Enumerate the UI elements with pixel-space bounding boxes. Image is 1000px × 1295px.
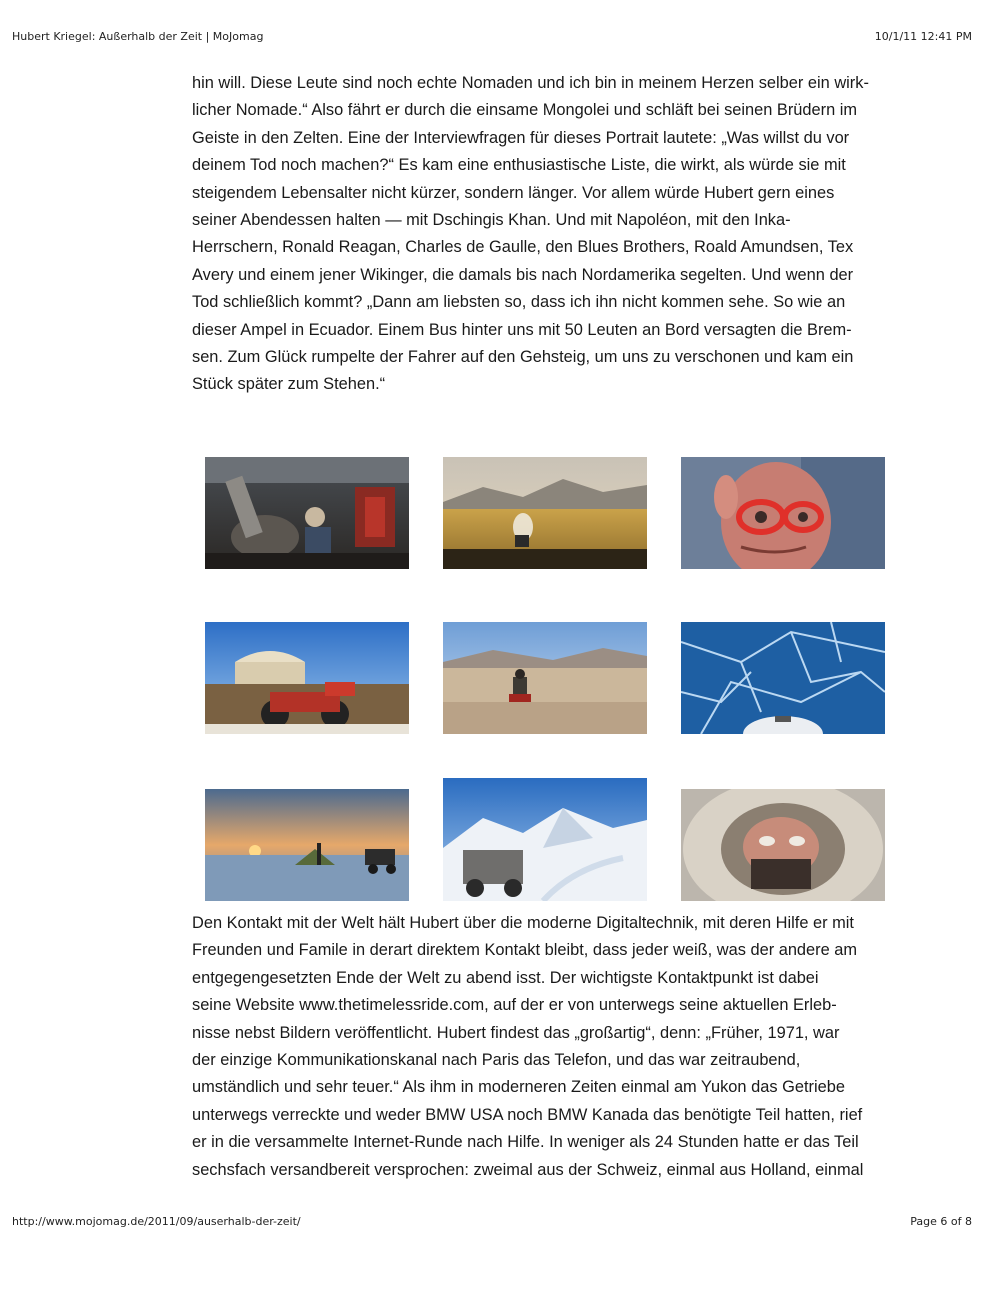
text-line: Herrschern, Ronald Reagan, Charles de Gaulle, den Blues Brothers, Roald Amundsen, Tex <box>192 238 854 257</box>
text-line: dieser Ampel in Ecuador. Einem Bus hinter uns mit 50 Leuten an Bord versagten die Brem- <box>192 320 852 339</box>
text-line: Tod schließlich kommt? „Dann am liebsten so, dass ich ihn nicht kommen sehe. So wie an <box>192 293 846 312</box>
text-line: seine Website www.thetimelessride.com, auf der er von unterwegs seine aktuellen Erleb- <box>192 996 837 1015</box>
steppe-landscape-image <box>443 457 647 569</box>
print-datetime: 10/1/11 12:41 PM <box>874 30 972 43</box>
workshop-motorcycle-image <box>205 457 409 569</box>
photo-man-red-glasses[interactable] <box>681 457 885 569</box>
text-line: Freunden und Famile in derart direktem Kontakt bleibt, dass jeder weiß, was der andere am <box>192 941 858 960</box>
cracked-ice-image <box>681 622 885 734</box>
photo-cracked-ice[interactable] <box>681 622 885 734</box>
page-url: http://www.mojomag.de/2011/09/auserhalb-der-zeit/ <box>12 1215 301 1228</box>
text-line: hin will. Diese Leute sind noch echte Nomaden und ich bin in meinem Herzen selber ein wirk- <box>192 74 869 92</box>
sunset-ice-camp-image <box>205 789 409 901</box>
text-line: er in die versammelte Internet-Runde nach Hilfe. In weniger als 24 Stunden hatte er das Teil <box>192 1133 859 1152</box>
text-line: sen. Zum Glück rumpelte der Fahrer auf den Gehsteig, um uns zu verschonen und kam ein <box>192 347 854 366</box>
photo-steppe-landscape[interactable] <box>443 457 647 569</box>
text-line: seiner Abendessen halten — mit Dschingis Khan. Und mit Napoléon, mit den Inka- <box>192 210 791 229</box>
text-line: licher Nomade.“ Also fährt er durch die einsame Mongolei und schläft bei seinen Brüdern im <box>192 101 858 120</box>
print-header <box>12 30 972 43</box>
text-line: nisse nebst Bildern veröffentlicht. Hubert findest das „großartig“, denn: „Früher, 1971, war <box>192 1023 840 1042</box>
rider-desert-image <box>443 622 647 734</box>
text-line: unterwegs verreckte und weder BMW USA noch BMW Kanada das benötigte Teil hatten, rief <box>192 1105 863 1124</box>
print-footer <box>12 1215 972 1228</box>
page-number: Page 6 of 8 <box>910 1215 972 1228</box>
photo-rider-desert[interactable] <box>443 622 647 734</box>
article-paragraph-1 <box>192 70 912 399</box>
page-title: Hubert Kriegel: Außerhalb der Zeit | MoJomag <box>12 30 264 43</box>
photo-frozen-face-fur-hood[interactable] <box>681 789 885 901</box>
text-line: Avery und einem jener Wikinger, die damals bis nach Nordamerika segelten. Und wenn der <box>192 265 854 284</box>
yurt-motorcycle-image <box>205 622 409 734</box>
text-line: Stück später zum Stehen.“ <box>192 375 386 394</box>
article-paragraph-2 <box>192 910 912 1184</box>
text-line: der einzige Kommunikationskanal nach Paris das Telefon, und das war zeitraubend, <box>192 1050 801 1069</box>
text-line: sechsfach versandbereit versprochen: zweimal aus der Schweiz, einmal aus Holland, einmal <box>192 1160 864 1179</box>
text-line: Den Kontakt mit der Welt hält Hubert über die moderne Digitaltechnik, mit deren Hilfe er mit <box>192 914 854 932</box>
text-line: steigendem Lebensalter nicht kürzer, sondern länger. Vor allem würde Hubert gern eines <box>192 183 835 202</box>
text-line: entgegengesetzten Ende der Welt zu abend isst. Der wichtigste Kontaktpunkt ist dabei <box>192 968 819 987</box>
photo-snow-sidecar[interactable] <box>443 778 647 901</box>
photo-workshop-motorcycle[interactable] <box>205 457 409 569</box>
text-line: deinem Tod noch machen?“ Es kam eine enthusiastische Liste, die wirkt, als würde sie mit <box>192 156 846 175</box>
photo-sunset-ice-camp[interactable] <box>205 789 409 901</box>
text-line: umständlich und sehr teuer.“ Als ihm in moderneren Zeiten einmal am Yukon das Getriebe <box>192 1078 845 1097</box>
frozen-face-fur-hood-image <box>681 789 885 901</box>
text-line: Geiste in den Zelten. Eine der Interviewfragen für dieses Portrait lautete: „Was willst du vor <box>192 128 850 147</box>
man-red-glasses-image <box>681 457 885 569</box>
photo-yurt-motorcycle[interactable] <box>205 622 409 734</box>
snow-sidecar-image <box>443 778 647 901</box>
